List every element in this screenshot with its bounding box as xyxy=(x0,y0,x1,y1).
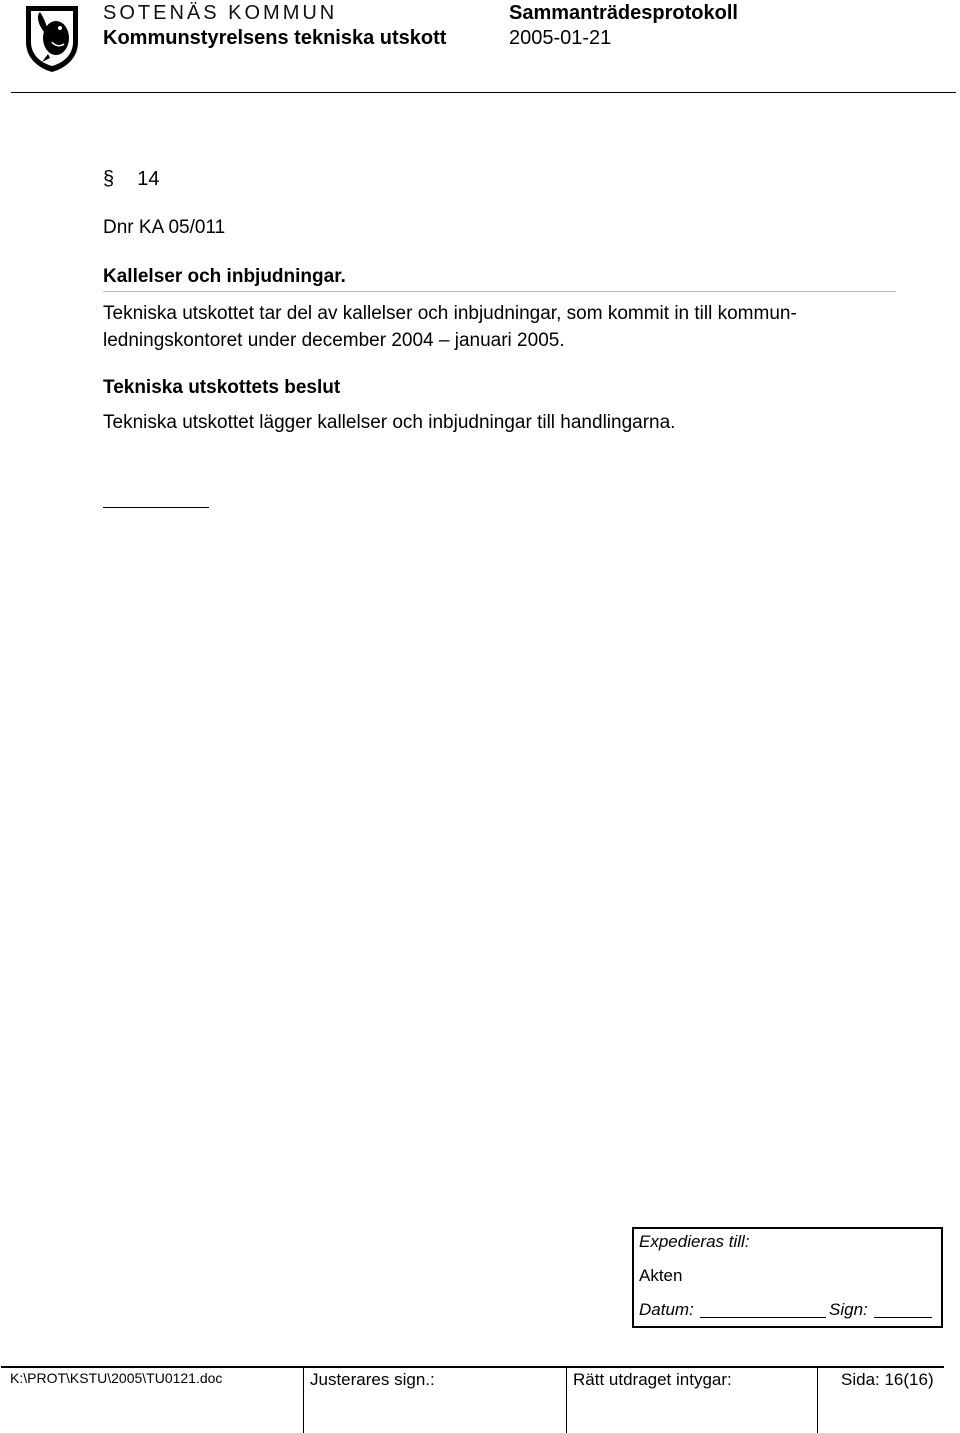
footer-adjuster-signature: Justerares sign.: xyxy=(310,1370,435,1389)
body-text-line-2: ledningskontoret under december 2004 – januari 2005. xyxy=(103,330,565,351)
committee-name: Kommunstyrelsens tekniska utskott xyxy=(103,27,447,49)
footer-page-number: Sida: 16(16) xyxy=(841,1370,934,1389)
header-divider xyxy=(11,92,956,93)
footer-column-divider xyxy=(303,1366,304,1433)
footer-certified-extract: Rätt utdraget intygar: xyxy=(573,1370,732,1389)
dispatch-title: Expedieras till: xyxy=(639,1232,750,1251)
dispatch-sign-label: Sign: xyxy=(829,1300,868,1319)
paragraph-number xyxy=(103,168,160,191)
end-of-item-rule xyxy=(103,507,209,508)
paragraph-number-value: 14 xyxy=(137,168,160,190)
footer-file-path: K:\PROT\KSTU\2005\TU0121.doc xyxy=(10,1370,223,1386)
dispatch-sign-line xyxy=(874,1317,932,1318)
diary-number: Dnr KA 05/011 xyxy=(103,217,226,238)
document-type: Sammanträdesprotokoll xyxy=(509,2,738,24)
organization-name: SOTENÄS KOMMUN xyxy=(103,2,338,24)
paragraph-sign: § xyxy=(103,168,115,190)
sotenas-coat-of-arms-icon xyxy=(22,2,82,74)
body-text-line-1: Tekniska utskottet tar del av kallelser och inbjudningar, som kommit in till kommun- xyxy=(103,303,797,324)
meeting-date: 2005-01-21 xyxy=(509,27,612,49)
dispatch-date-line xyxy=(700,1317,826,1318)
item-heading: Kallelser och inbjudningar. xyxy=(103,266,346,287)
footer-column-divider xyxy=(817,1366,818,1433)
dispatch-date-label: Datum: xyxy=(639,1300,694,1319)
footer-column-divider xyxy=(566,1366,567,1433)
decision-text: Tekniska utskottet lägger kallelser och inbjudningar till handlingarna. xyxy=(103,412,676,433)
heading-underline xyxy=(103,291,896,292)
footer-divider xyxy=(1,1366,944,1368)
decision-heading: Tekniska utskottets beslut xyxy=(103,377,341,398)
dispatch-recipient: Akten xyxy=(639,1266,683,1285)
dispatch-box xyxy=(632,1227,943,1328)
